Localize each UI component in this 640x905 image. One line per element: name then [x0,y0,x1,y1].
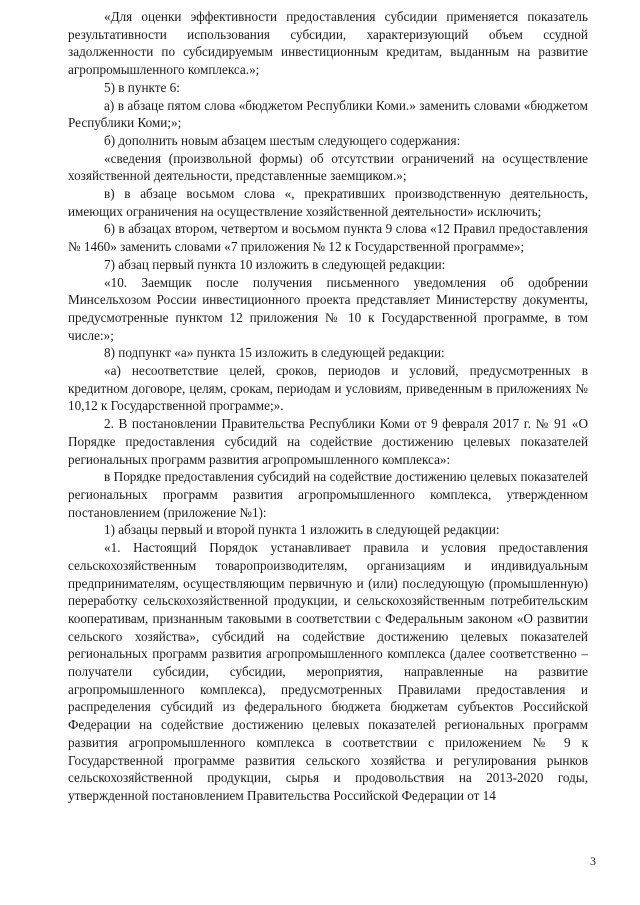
paragraph-8: 7) абзац первый пункта 10 изложить в следующей редакции: [104,256,446,272]
paragraph-12: 2. В постановлении Правительства Республики Коми от 9 февраля 2017 г. № 91 «О Порядке предоставления субсидий на содействие достижению целевых показателей региональных программ развития агропромышленного комплекса»: [68,416,588,467]
paragraph-5: «сведения (произвольной формы) об отсутствии ограничений на осуществление хозяйственной деятельности, представленные заемщиком.»; [68,150,588,184]
paragraph-6: в) в абзаце восьмом слова «, прекративших производственную деятельность, имеющих ограничения на осуществление хозяйственной деятельности» исключить; [68,186,588,219]
paragraph-11: «а) несоответствие целей, сроков, периодов и условий, предусмотренных в кредитном договоре, целям, срокам, периодам и условиям, приведенным в приложениях № 10,12 к Государственной программе;». [68,363,588,414]
page-number: 3 [590,854,596,868]
paragraph-13: в Порядке предоставления субсидий на содействие достижению целевых показателей региональных программ развития агропромышленного комплекса, утвержденном постановлением (приложение №1): [68,469,588,520]
paragraph-15: «1. Настоящий Порядок устанавливает правила и условия предоставления сельскохозяйственным товаропроизводителям, организациям и индивидуальным предпринимателям, осуществляющим первичную и (или) последующую (промышленную) переработку сельскохозяйственной продукции, и сельскохозяйственным потребительским кооперативам, признанным таковыми в соответствии с Федеральным законом «О развитии сельского хозяйства», субсидий на содействие достижению целевых показателей региональных программ развития агропромышленного комплекса (далее соответственно – получатели субсидии, субсидии, мероприятия, направленные на развитие агропромышленного комплекса), предусмотренных Правилами предоставления и распределения субсидий из федерального бюджета бюджетам субъектов Российской Федерации на содействие достижению целевых показателей региональных программ развития агропромышленного комплекса в соответствии с приложением № 9 к Государственной программе развития сельского хозяйства и регулирования рынков сельскохозяйственной продукции, сырья и продовольствия на 2013-2020 годы, утвержденной постановлением Правительства Российской Федерации от 14 [68,540,588,803]
paragraph-9: «10. Заемщик после получения письменного уведомления об одобрении Минсельхозом России инвестиционного проекта представляет Министерству документы, предусмотренные пунктом 12 приложения № 10 к Государственной программе, в том числе:»; [68,274,588,343]
paragraph-10: 8) подпункт «а» пункта 15 изложить в следующей редакции: [104,345,445,361]
paragraph-7: 6) в абзацах втором, четвертом и восьмом пункта 9 слова «12 Правил предоставления № 1460» заменить словами «7 приложения № 12 к Государственной программе»; [68,221,588,255]
paragraph-1: «Для оценки эффективности предоставления субсидии применяется показатель результативности использования субсидии, характеризующий объем ссудной задолженности по субсидируемым инвестиционным кредитам, выданным на развитие агропромышленного комплекса.»; [68,9,588,78]
paragraph-4: б) дополнить новым абзацем шестым следующего содержания: [104,132,461,148]
paragraph-14: 1) абзацы первый и второй пункта 1 изложить в следующей редакции: [104,522,500,538]
document-body [68,8,588,805]
paragraph-3: а) в абзаце пятом слова «бюджетом Республики Коми.» заменить словами «бюджетом Республики Коми;»; [68,97,588,131]
paragraph-2: 5) в пункте 6: [104,79,180,95]
